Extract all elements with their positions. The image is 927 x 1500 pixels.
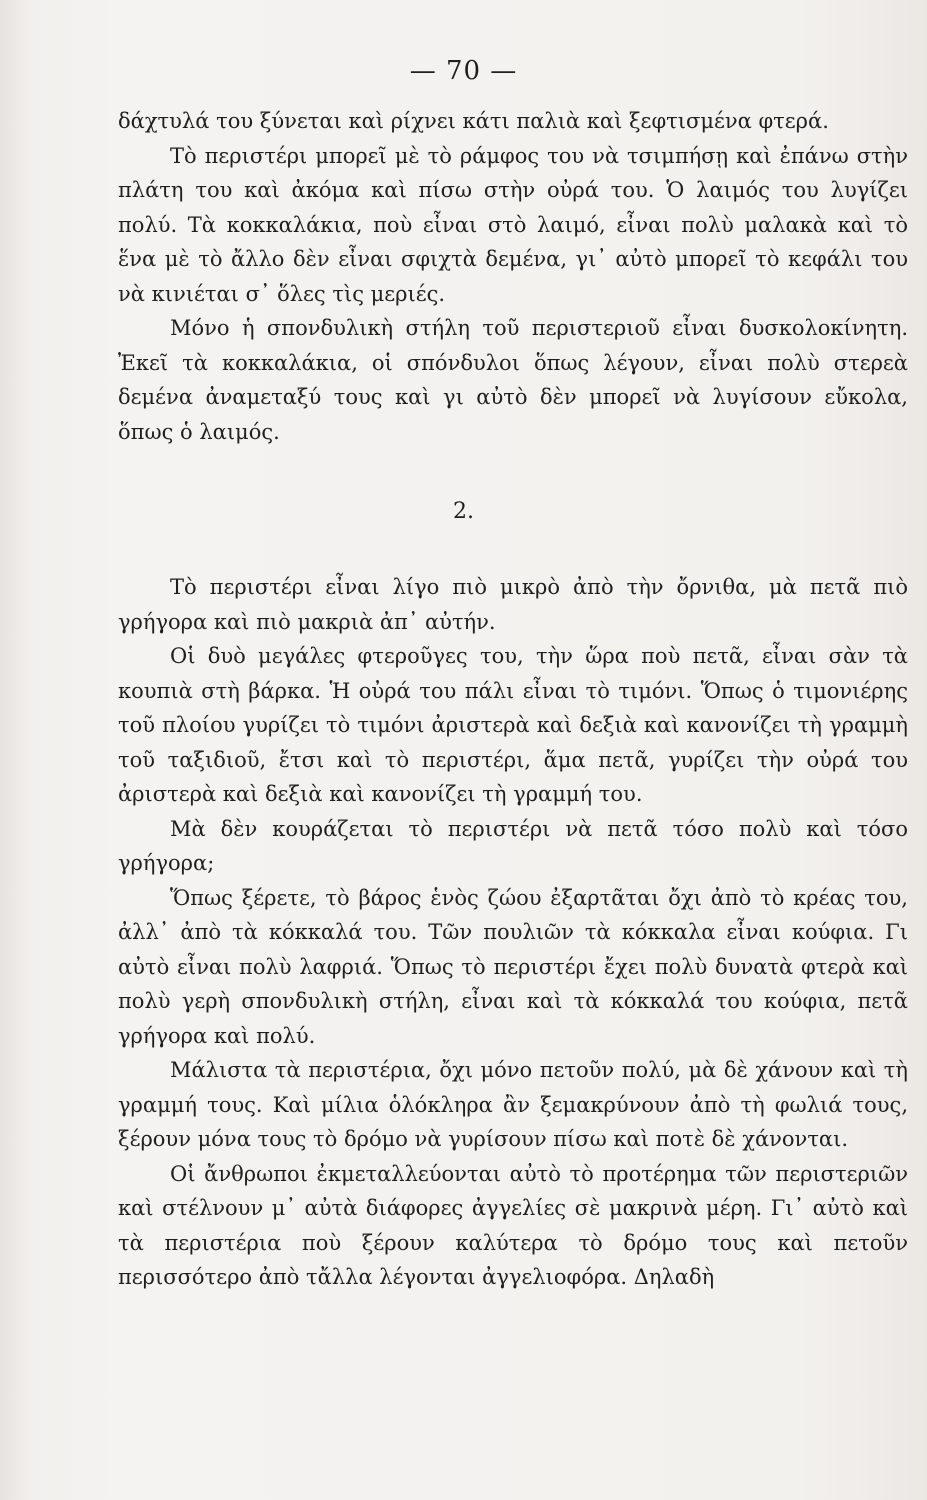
section-number: 2. <box>453 499 474 524</box>
paragraph: Μάλιστα τὰ περιστέρια, ὄχι μόνο πετοῦν πολύ, μὰ δὲ χάνουν καὶ τὴ γραμμή τους. Καὶ μίλια ὁλόκληρα ἂν ξεμακρύνουν ἀπὸ τὴ φωλιά τους, ξέρουν μόνα τους τὸ δρόμο νὰ γυρίσουν πίσω καὶ ποτὲ δὲ χάνονται. <box>118 1058 908 1151</box>
paragraph: Ὅπως ξέρετε, τὸ βάρος ἑνὸς ζώου ἐξαρτᾶται ὄχι ἀπὸ τὸ κρέας του, ἀλλ᾽ ἀπὸ τὰ κόκκαλά του. Τῶν πουλιῶν τὰ κόκκαλα εἶναι κούφια. Γι αὐτὸ εἶναι πολὺ λαφριά. Ὅπως τὸ περιστέρι ἔχει πολὺ δυνατὰ φτερὰ καὶ πολὺ γερὴ σπονδυλικὴ στήλη, εἶναι καὶ τὰ κόκκαλά του κούφια, πετᾶ γρήγορα καὶ πολύ. <box>118 885 908 1048</box>
text-block-section-2 <box>118 570 908 1295</box>
text-block-top <box>118 104 908 449</box>
paragraph: Μόνο ἡ σπονδυλικὴ στήλη τοῦ περιστεριοῦ εἶναι δυσκολοκίνητη. Ἐκεῖ τὰ κοκκαλάκια, οἱ σπόνδυλοι ὅπως λέγουν, εἶναι πολὺ στερεὰ δεμένα ἀναμεταξύ τους καὶ γι αὐτὸ δὲν μπορεῖ νὰ λυγίσουν εὔκολα, ὅπως ὁ λαιμός. <box>118 316 908 444</box>
paragraph: δάχτυλά του ξύνεται καὶ ρίχνει κάτι παλιὰ καὶ ξεφτισμένα φτερά. <box>118 109 829 133</box>
paragraph: Οἱ ἄνθρωποι ἐκμεταλλεύονται αὐτὸ τὸ προτέρημα τῶν περιστεριῶν καὶ στέλνουν μ᾽ αὐτὰ διάφορες ἀγγελίες σὲ μακρινὰ μέρη. Γι᾽ αὐτὸ καὶ τὰ περιστέρια ποὺ ξέρουν καλύτερα τὸ δρόμο τους καὶ πετοῦν περισσότερο ἀπὸ τἄλλα λέγονται ἀγγελιοφόρα. Δηλαδὴ <box>118 1161 908 1289</box>
paragraph: Τὸ περιστέρι εἶναι λίγο πιὸ μικρὸ ἀπὸ τὴν ὄρνιθα, μὰ πετᾶ πιὸ γρήγορα καὶ πιὸ μακριὰ ἀπ᾽ αὐτήν. <box>118 575 908 634</box>
paragraph: Οἱ δυὸ μεγάλες φτεροῦγες του, τὴν ὥρα ποὺ πετᾶ, εἶναι σὰν τὰ κουπιὰ στὴ βάρκα. Ἡ οὐρά του πάλι εἶναι τὸ τιμόνι. Ὅπως ὁ τιμονιέρης τοῦ πλοίου γυρίζει τὸ τιμόνι ἀριστερὰ καὶ δεξιὰ καὶ κανονίζει τὴ γραμμὴ τοῦ ταξιδιοῦ, ἔτσι καὶ τὸ περιστέρι, ἅμα πετᾶ, γυρίζει τὴν οὐρά του ἀριστερὰ καὶ δεξιὰ καὶ κανονίζει τὴ γραμμή του. <box>118 644 908 806</box>
paragraph: Μὰ δὲν κουράζεται τὸ περιστέρι νὰ πετᾶ τόσο πολὺ καὶ τόσο γρήγορα; <box>118 816 908 875</box>
paragraph: Τὸ περιστέρι μπορεῖ μὲ τὸ ράμφος του νὰ τσιμπήσῃ καὶ ἐπάνω στὴν πλάτη του καὶ ἀκόμα καὶ πίσω στὴν οὐρά του. Ὁ λαιμός του λυγίζει πολύ. Τὰ κοκκαλάκια, ποὺ εἶναι στὸ λαιμό, εἶναι πολὺ μαλακὰ καὶ τὸ ἕνα μὲ τὸ ἄλλο δὲν εἶναι σφιχτὰ δεμένα, γι᾽ αὐτὸ μπορεῖ τὸ κεφάλι του νὰ κινιέται σ᾽ ὅλες τὶς μεριές. <box>118 143 908 306</box>
page-number: — 70 — <box>409 56 518 86</box>
